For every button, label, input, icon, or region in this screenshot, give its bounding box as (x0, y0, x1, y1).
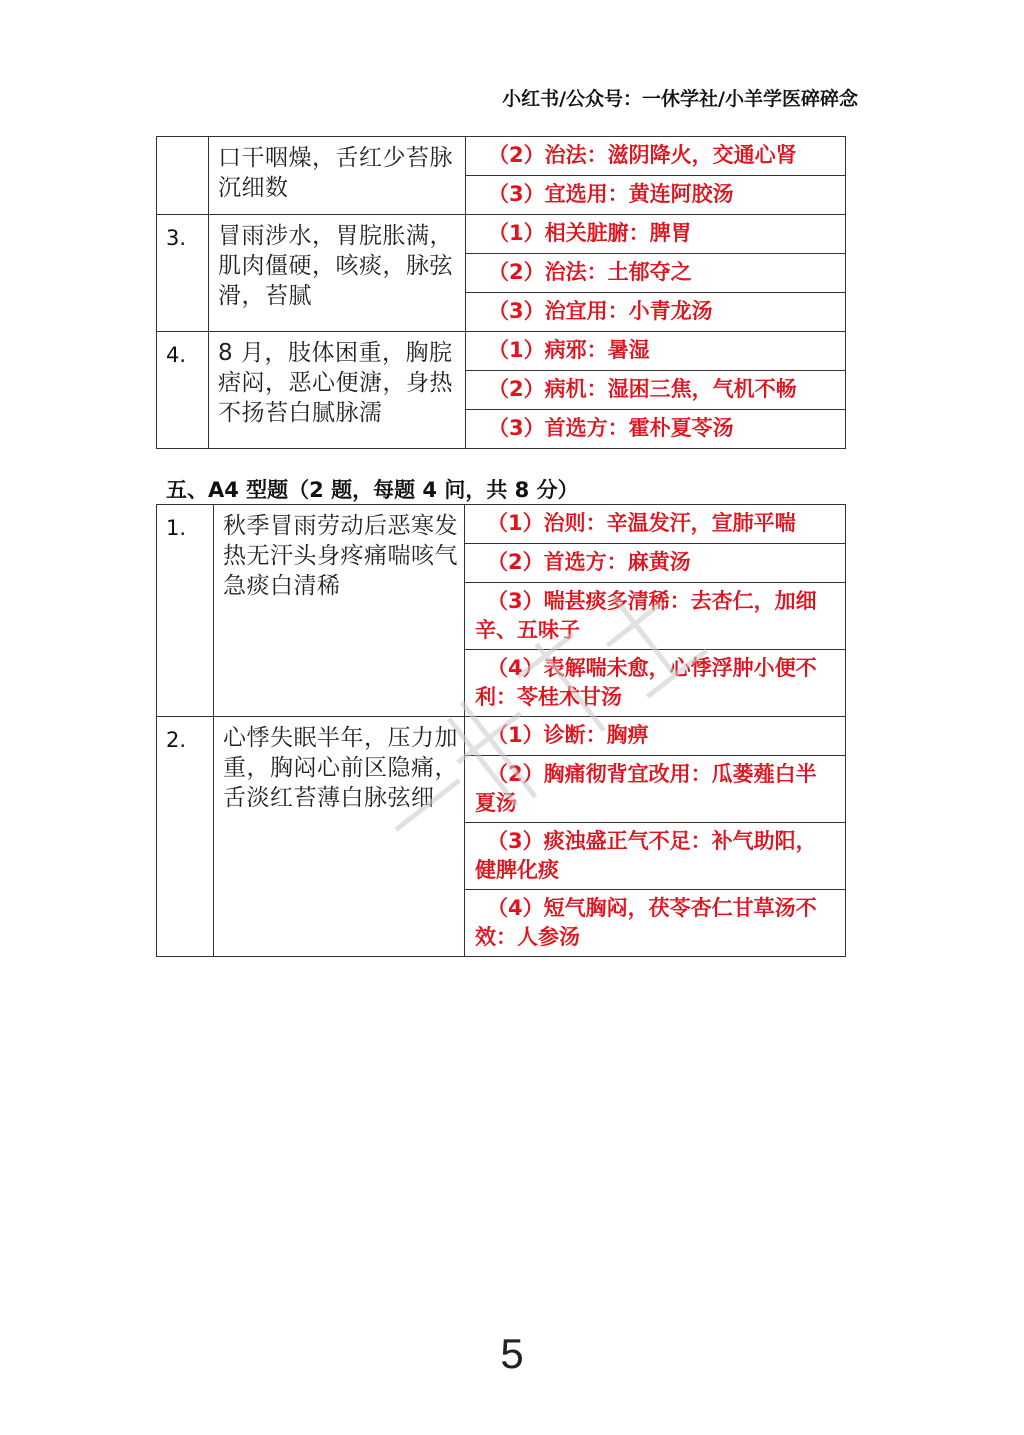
question-number: 4. (157, 332, 209, 449)
a4-question-table (156, 504, 846, 957)
answer-cell: （3）宜选用：黄连阿胶汤 (466, 176, 846, 215)
question-scenario: 冒雨涉水，胃脘胀满，肌肉僵硬，咳痰，脉弦滑，苔腻 (209, 215, 466, 332)
question-scenario: 心悸失眠半年，压力加重，胸闷心前区隐痛，舌淡红苔薄白脉弦细 (214, 717, 465, 957)
answer-cell: （1）病邪：暑湿 (466, 332, 846, 371)
page-number: 5 (500, 1330, 524, 1377)
table-row (157, 505, 846, 544)
question-number: 3. (157, 215, 209, 332)
question-number (157, 137, 209, 215)
question-number: 2. (157, 717, 214, 957)
answer-cell: （3）喘甚痰多清稀：去杏仁，加细辛、五味子 (465, 583, 846, 650)
answer-cell: （2）治法：滋阴降火，交通心肾 (466, 137, 846, 176)
question-scenario: 秋季冒雨劳动后恶寒发热无汗头身疼痛喘咳气急痰白清稀 (214, 505, 465, 717)
table-row (157, 717, 846, 756)
section-title: 五、A4 型题（2 题，每题 4 问，共 8 分） (166, 478, 579, 502)
table-row (157, 332, 846, 371)
answer-cell: （2）胸痛彻背宜改用：瓜蒌薤白半夏汤 (465, 756, 846, 823)
answer-cell: （2）病机：湿困三焦，气机不畅 (466, 371, 846, 410)
source-header: 小红书/公众号：一休学社/小羊学医碎碎念 (502, 88, 858, 110)
answer-cell: （2）首选方：麻黄汤 (465, 544, 846, 583)
answer-cell: （4）短气胸闷，茯苓杏仁甘草汤不效：人参汤 (465, 890, 846, 957)
answer-cell: （1）治则：辛温发汗，宣肺平喘 (465, 505, 846, 544)
answer-cell: （1）相关脏腑：脾胃 (466, 215, 846, 254)
table-row (157, 137, 846, 176)
answer-cell: （3）痰浊盛正气不足：补气助阳，健脾化痰 (465, 823, 846, 890)
answer-cell: （4）表解喘未愈，心悸浮肿小便不利：苓桂术甘汤 (465, 650, 846, 717)
question-scenario: 口干咽燥，舌红少苔脉沉细数 (209, 137, 466, 215)
answer-cell: （1）诊断：胸痹 (465, 717, 846, 756)
answer-cell: （3）治宜用：小青龙汤 (466, 293, 846, 332)
question-scenario: 8 月，肢体困重，胸脘痞闷，恶心便溏，身热不扬苔白腻脉濡 (209, 332, 466, 449)
table-row (157, 215, 846, 254)
answer-table-continued (156, 136, 846, 449)
question-number: 1. (157, 505, 214, 717)
answer-cell: （2）治法：土郁夺之 (466, 254, 846, 293)
answer-cell: （3）首选方：霍朴夏苓汤 (466, 410, 846, 449)
